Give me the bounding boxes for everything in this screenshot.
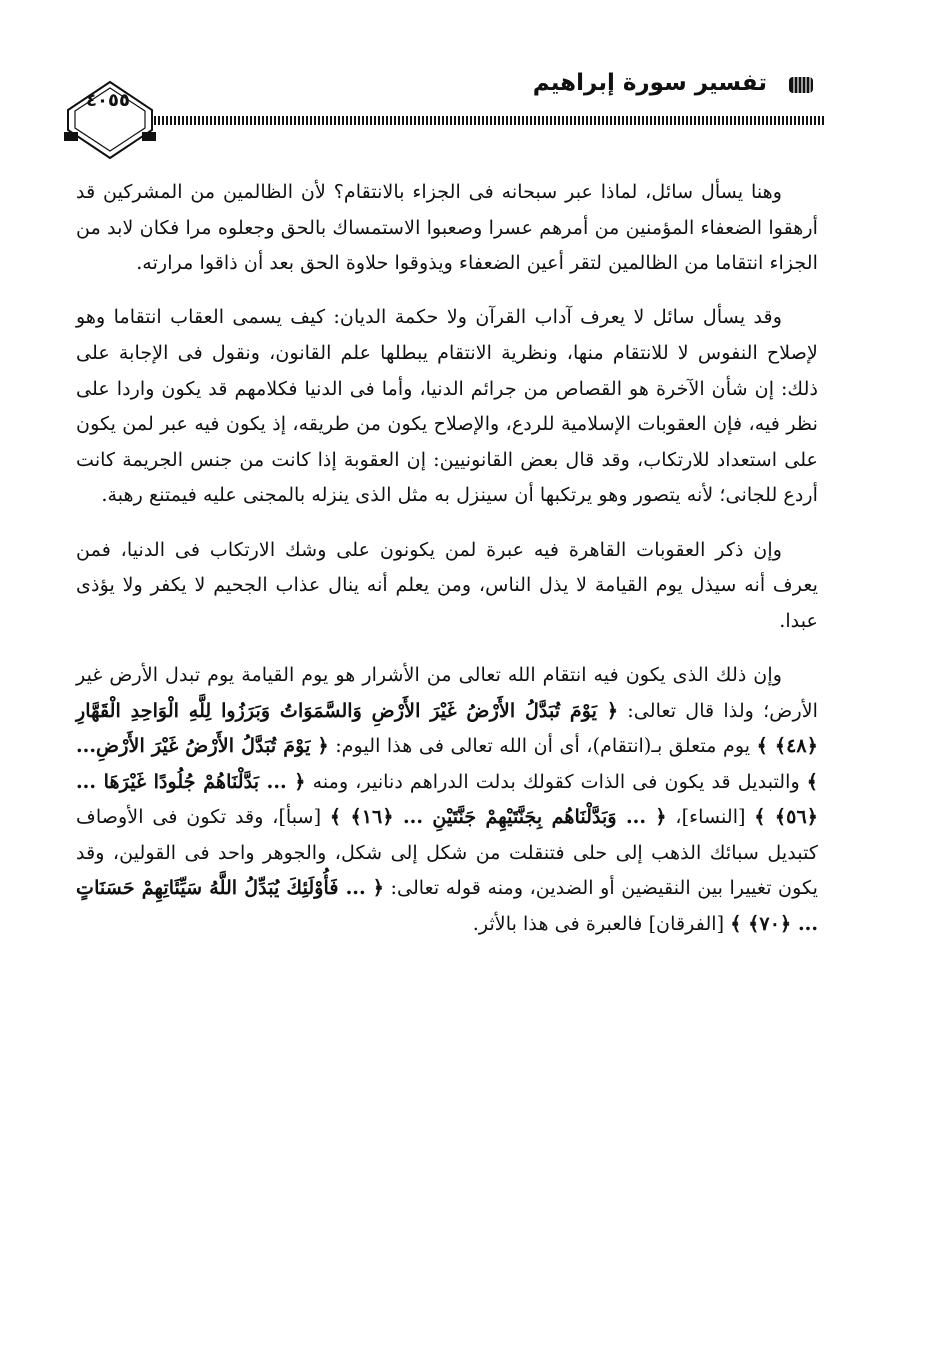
quran-verse: ﴿ يَوْمَ تُبَدَّلُ الأَرْضُ غَيْرَ الأَرْضِ... ﴾	[76, 734, 819, 793]
paragraph-text: [سبأ]، وقد تكون فى الأوصاف كتبديل سبائك الذهب إلى حلى فتنقلت من شكل إلى شكل، والجوهر واحد فى القولين، وقد يكون تغييرا بين النقيضين أو الضدين، ومنه قوله تعالى:	[76, 805, 818, 900]
paragraph-3	[76, 532, 818, 639]
page-number: ٤٠٥٥	[86, 90, 130, 111]
page-header	[60, 62, 825, 162]
paragraph-text: وإن ذلك الذى يكون فيه انتقام الله تعالى من الأشرار هو يوم القيامة يوم تبدل الأرض غير الأرض؛ ولذا قال تعالى:	[76, 662, 818, 722]
quran-verse: ﴿ يَوْمَ تُبَدَّلُ الأَرْضُ غَيْرَ الأَرْضِ وَالسَّمَوَاتُ وَبَرَزُوا لِلَّهِ الْوَاحِدِ الْقَهَّارِ ﴿٤٨﴾ ﴾	[76, 698, 818, 758]
paragraph-text: [الفرقان] فالعبرة فى هذا بالأثر.	[472, 912, 725, 936]
header-rule	[150, 116, 825, 125]
paragraph-text: والتبديل قد يكون فى الذات كقولك بدلت الدراهم دنانير، ومنه	[305, 769, 800, 793]
page-body	[76, 174, 818, 942]
paragraph-text: وهنا يسأل سائل، لماذا عبر سبحانه فى الجزاء بالانتقام؟ لأن الظالمين من المشركين قد أرهقوا الضعفاء المؤمنين من أمرهم عسرا وصعبوا الاستمساك بالحق وجعلوه مرا فكان لابد من الجزاء انتقاما من الظالمين لتقر أعين الضعفاء ويذوقوا حلاوة الحق بعد أن ذاقوا مرارته.	[76, 180, 818, 275]
quran-verse: ﴿ ... فَأُوْلَئِكَ يُبَدِّلُ اللَّهُ سَيِّئَاتِهِمْ حَسَنَاتٍ ... ﴿٧٠﴾ ﴾	[76, 876, 818, 936]
ornament-icon	[787, 74, 815, 96]
paragraph-2	[76, 299, 818, 513]
page-number-badge	[60, 76, 160, 162]
paragraph-text: يوم متعلق بـ(انتقام)، أى أن الله تعالى فى هذا اليوم:	[328, 734, 751, 758]
surah-reference: [النساء]،	[666, 805, 746, 829]
paragraph-4	[76, 657, 818, 942]
quran-verse: ﴿ ... بَدَّلْنَاهُمْ جُلُودًا غَيْرَهَا ... ﴿٥٦﴾ ﴾	[76, 769, 819, 829]
running-title: تفسير سورة إبراهيم	[532, 70, 767, 96]
quran-verse: ﴿ ... وَبَدَّلْنَاهُم بِجَنَّتَيْهِمْ جَنَّتَيْنِ ... ﴿١٦﴾ ﴾	[329, 805, 667, 829]
paragraph-text: وقد يسأل سائل لا يعرف آداب القرآن ولا حكمة الديان: كيف يسمى العقاب انتقاما وهو لإصلاح النفوس لا للانتقام منها، ونظرية الانتقام يبطلها علم القانون، ونقول فى الإجابة على ذلك: إن شأن الآخرة هو القصاص من جرائم الدنيا، وأما فى الدنيا فكلامهم قد يكون واردا على نظر فيه، فإن العقوبات الإسلامية للردع، والإصلاح يكون من طريقه، إذ يكون فيه عبر لمن يكون على استعداد للارتكاب، وقد قال بعض القانونيين: إن العقوبة إذا كانت من جنس الجريمة كانت أردع للجانى؛ لأنه يتصور وهو يرتكبها أن سينزل به مثل الذى ينزله بالمجنى عليه فيمتنع رهبة.	[76, 305, 818, 507]
paragraph-1	[76, 174, 818, 281]
paragraph-text: وإن ذكر العقوبات القاهرة فيه عبرة لمن يكونون على وشك الارتكاب فى الدنيا، فمن يعرف أنه سيذل يوم القيامة لا يذل الناس، ومن يعلم أنه ينال عذاب الجحيم لا يكفر ولا يؤذى عبدا.	[76, 537, 818, 632]
